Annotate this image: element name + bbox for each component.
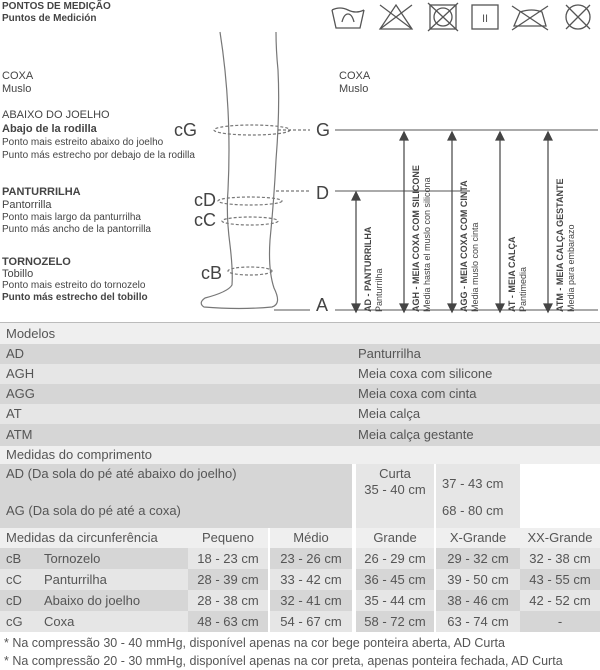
size-header: XX-Grande — [520, 528, 600, 548]
length-ag-value: 68 - 80 cm — [436, 496, 520, 528]
models-title: Modelos — [0, 322, 600, 344]
panturrilha-label: PANTURRILHA — [2, 186, 81, 198]
length-ad-value: 37 - 43 cm — [436, 464, 520, 496]
size-header: Pequeno — [188, 528, 268, 548]
cg-label: cG — [174, 120, 198, 140]
model-code: ATM — [6, 427, 33, 442]
circumference-table — [0, 528, 600, 632]
title-pt: PONTOS DE MEDIÇÃO — [2, 1, 111, 12]
panturrilha-desc-es: Punto más ancho de la pantorrilla — [2, 224, 151, 235]
circ-value: 32 - 41 cm — [270, 590, 352, 611]
title-es: Puntos de Medición — [2, 13, 97, 24]
model-name: Meia calça gestante — [358, 427, 474, 442]
curta-cell — [356, 464, 434, 528]
curta-value: 35 - 40 cm — [364, 482, 426, 497]
table-row — [0, 424, 600, 446]
table-row — [0, 384, 600, 404]
table-row — [0, 569, 600, 590]
length-ad-label: AD (Da sola do pé até abaixo do joelho) — [0, 464, 352, 496]
circ-value: 23 - 26 cm — [270, 548, 352, 569]
table-row — [0, 344, 600, 364]
circ-value: 28 - 39 cm — [188, 569, 268, 590]
circ-value: 39 - 50 cm — [436, 569, 520, 590]
circ-value: 29 - 32 cm — [436, 548, 520, 569]
tornozelo-desc-es: Punto más estrecho del tobillo — [2, 292, 148, 303]
right-coxa-es-label: Muslo — [339, 83, 369, 95]
joelho-label: ABAIXO DO JOELHO — [2, 109, 110, 121]
tornozelo-label: TORNOZELO — [2, 256, 71, 268]
circ-value: 58 - 72 cm — [356, 611, 434, 632]
coxa-es-label: Muslo — [2, 83, 32, 95]
d-label: D — [316, 183, 329, 203]
circ-value: - — [520, 611, 600, 632]
circ-value: 54 - 67 cm — [270, 611, 352, 632]
circ-name: Tornozelo — [38, 548, 188, 569]
table-row — [0, 590, 600, 611]
length-empty — [520, 464, 600, 528]
footnote: * Na compressão 20 - 30 mmHg, disponível apenas na cor preta, apenas ponteira fechada, AD Curta — [4, 654, 563, 668]
tornozelo-es-label: Tobillo — [2, 268, 34, 280]
model-code: AGH — [6, 366, 35, 381]
circ-value: 26 - 29 cm — [356, 548, 434, 569]
right-coxa-label: COXA — [339, 70, 371, 82]
model-name: Panturrilha — [358, 346, 421, 361]
circ-value: 48 - 63 cm — [188, 611, 268, 632]
model-code: AGG — [6, 386, 35, 401]
circ-value: 43 - 55 cm — [520, 569, 600, 590]
length-ag-label: AG (Da sola do pé até a coxa) — [0, 496, 352, 528]
circ-code: cG — [0, 611, 38, 632]
circ-code: cC — [0, 569, 38, 590]
models-table — [0, 322, 600, 446]
cc-label: cC — [194, 210, 216, 230]
circ-name: Coxa — [38, 611, 188, 632]
circ-title: Medidas da circunferência — [0, 528, 188, 548]
size-header: Grande — [356, 528, 434, 548]
size-header: Médio — [270, 528, 352, 548]
model-code: AD — [6, 346, 25, 361]
circ-name: Panturrilha — [38, 569, 188, 590]
model-code: AT — [6, 406, 22, 421]
model-name: Meia coxa com cinta — [358, 386, 477, 401]
panturrilha-es-label: Pantorrilla — [2, 199, 52, 211]
circ-code: cD — [0, 590, 38, 611]
joelho-es-label: Abajo de la rodilla — [2, 123, 97, 135]
circ-value: 42 - 52 cm — [520, 590, 600, 611]
size-header: X-Grande — [436, 528, 520, 548]
circ-value: 28 - 38 cm — [188, 590, 268, 611]
circ-value: 33 - 42 cm — [270, 569, 352, 590]
panturrilha-desc-pt: Ponto mais largo da panturrilha — [2, 212, 141, 223]
circ-value: 36 - 45 cm — [356, 569, 434, 590]
circ-value: 35 - 44 cm — [356, 590, 434, 611]
table-row — [0, 404, 600, 424]
a-label: A — [316, 295, 329, 315]
measurement-diagram: PONTOS DE MEDIÇÃO Puntos de Medición II COXA Muslo ABAIXO DO JOELHO Abajo de la rodilla Ponto mais estreito abaixo do joelho Punto más estrecho por debajo de la rodilla PANTURRILHA Pantorrilla Ponto mais largo da panturrilha Punto más ancho de la pantorrilla TORNOZELO Tobillo Ponto mais estreito do tornozelo Punto más estrecho del tobillo COXA Muslo cG G cD D cC cB A AD - PANTURRILHA Panturrilha AGH - MEIA COXA COM SILICONE Media hasta el muslo con silicona AGG - MEIA COXA COM CINTA Media muslo con cinta AT - MEIA CALÇA Pantimedia ATM - MEIA CALÇA GESTANTE Media para embarazo — [0, 0, 600, 322]
circ-name: Abaixo do joelho — [38, 590, 188, 611]
joelho-desc-es: Punto más estrecho por debajo de la rodilla — [2, 150, 195, 161]
model-name: Meia calça — [358, 406, 421, 421]
joelho-desc-pt: Ponto mais estreito abaixo do joelho — [2, 137, 164, 148]
circ-value: 38 - 46 cm — [436, 590, 520, 611]
tornozelo-desc-pt: Ponto mais estreito do tornozelo — [2, 280, 146, 291]
svg-text:II: II — [481, 13, 489, 25]
circ-value: 63 - 74 cm — [436, 611, 520, 632]
table-row — [0, 364, 600, 384]
model-name: Meia coxa com silicone — [358, 366, 493, 381]
cd-label: cD — [194, 190, 216, 210]
circ-code: cB — [0, 548, 38, 569]
cb-label: cB — [201, 263, 223, 283]
circ-value: 32 - 38 cm — [520, 548, 600, 569]
table-row — [0, 611, 600, 632]
footnote: * Na compressão 30 - 40 mmHg, disponível apenas na cor bege ponteira aberta, AD Curta — [4, 636, 505, 650]
circ-value: 18 - 23 cm — [188, 548, 268, 569]
length-title: Medidas do comprimento — [0, 446, 600, 464]
curta-label: Curta — [379, 466, 411, 481]
length-table — [0, 446, 600, 528]
g-label: G — [316, 120, 331, 140]
table-row — [0, 548, 600, 569]
coxa-label: COXA — [2, 70, 34, 82]
